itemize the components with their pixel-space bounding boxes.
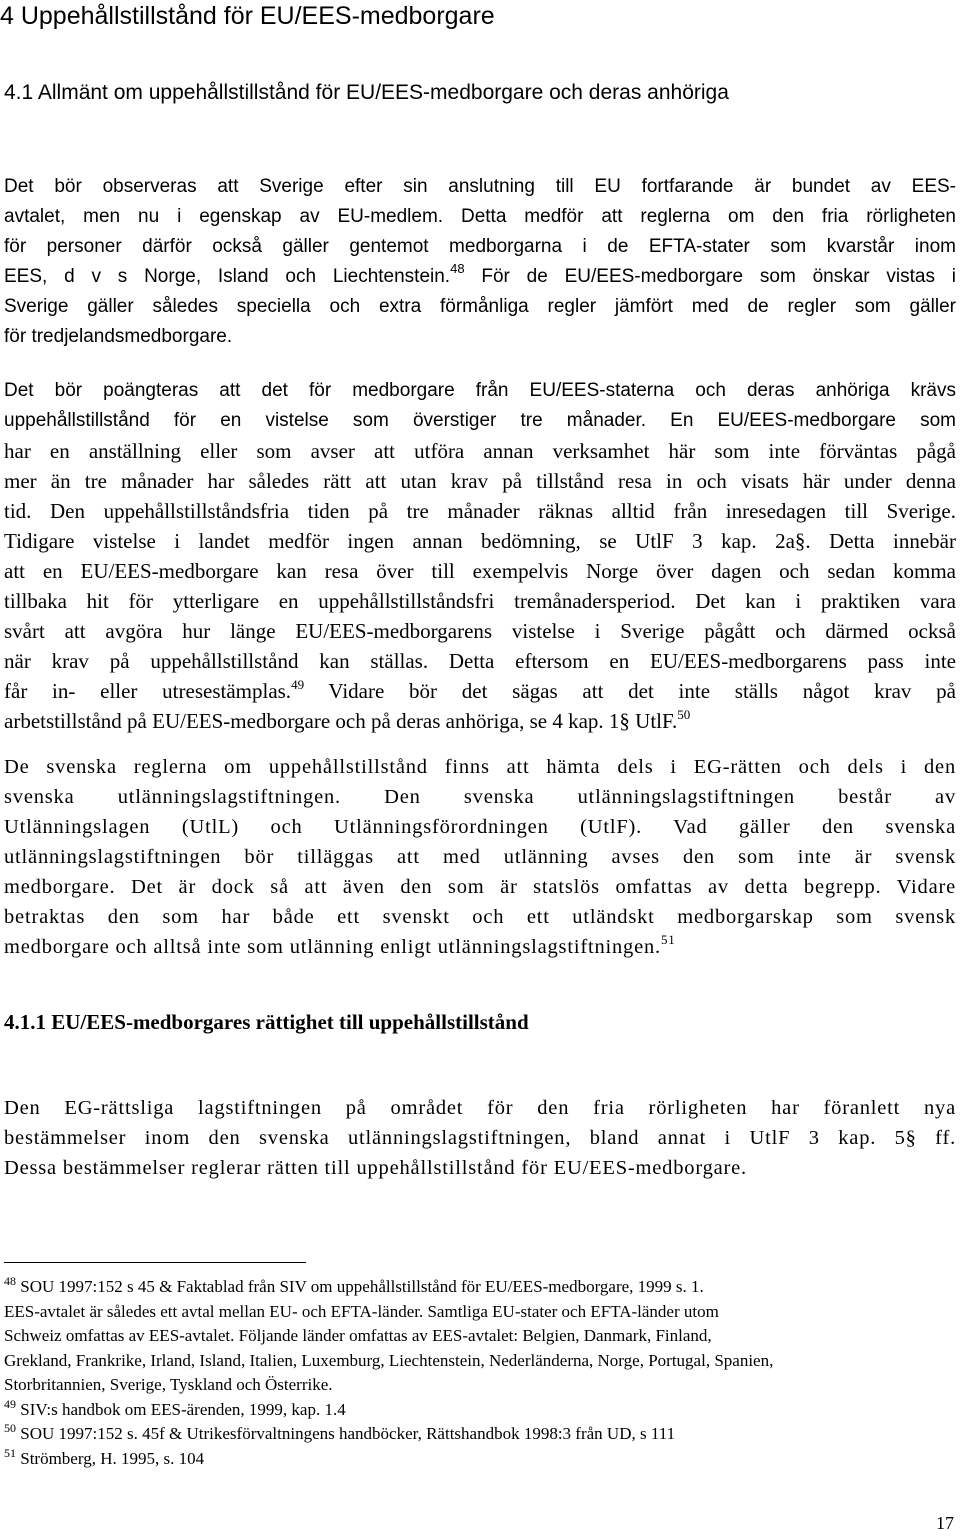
footnote-ref-50[interactable]: 50: [677, 707, 691, 722]
text-fragment: EES, d v s Norge, Island och Liechtenstein.: [4, 266, 451, 287]
footnote-text: Strömberg, H. 1995, s. 104: [16, 1448, 205, 1468]
text-fragment: får in- eller utresestämplas.: [4, 679, 292, 703]
footnote-line: EES-avtalet är således ett avtal mellan EU- och EFTA-länder. Samtliga EU-stater och EFTA-länder utom: [4, 1301, 719, 1321]
text-line: [4, 406, 956, 436]
footnote-separator: [4, 1262, 306, 1263]
text-line: mer än tre månader har således rätt att utan krav på tillstånd resa in och visats här under denna: [4, 469, 956, 493]
footnote-49: [4, 1398, 956, 1423]
footnote-line: Schweiz omfattas av EES-avtalet. Följande länder omfattas av EES-avtalet: Belgien, Danmark, Finland,: [4, 1326, 712, 1345]
text-line: Dessa bestämmelser reglerar rätten till uppehållstillstånd för EU/EES-medborgare.: [4, 1157, 747, 1179]
footnote-number: 51: [4, 1445, 16, 1460]
text-line: De svenska reglerna om uppehållstillstånd finns att hämta dels i EG-rätten och dels i den: [4, 756, 956, 778]
text-line: svenska utlänningslagstiftningen. Den svenska utlänningslagstiftningen består av: [4, 786, 956, 808]
paragraph-1: [4, 172, 956, 352]
text-line: Den EG-rättsliga lagstiftningen på området för den fria rörligheten har föranlett nya: [4, 1097, 956, 1119]
footnote-number: 48: [4, 1274, 16, 1288]
section-heading: 4.1 Allmänt om uppehållstillstånd för EU/EES-medborgare och deras anhöriga: [4, 81, 729, 104]
text-line: Det bör poängteras att det för medborgare från EU/EES-staterna och deras anhöriga krävs: [4, 380, 956, 401]
text-line: [4, 676, 956, 706]
paragraph-2: [4, 376, 956, 736]
page-number: 17: [936, 1513, 954, 1533]
text-line: att en EU/EES-medborgare kan resa över till exempelvis Norge över dagen och sedan komma: [4, 559, 956, 583]
text-line: Tidigare vistelse i landet medför ingen annan bedömning, se UtlF 3 kap. 2a§. Detta innebär: [4, 529, 956, 553]
footnote-ref-48[interactable]: 48: [450, 261, 465, 276]
text-line: har en anställning eller som avser att utföra annan verksamhet här som inte förväntas pågå: [4, 439, 956, 463]
text-line: betraktas den som har både ett svenskt och ett utländskt medborgarskap som svensk: [4, 906, 956, 928]
text-line: [4, 932, 956, 962]
text-line: tid. Den uppehållstillståndsfria tiden på tre månader räknas alltid från inresedagen till Sverige.: [4, 499, 956, 523]
text-line: Sverige gäller således speciella och extra förmånliga regler jämfört med de regler som gäller: [4, 296, 956, 317]
footnote-text: SOU 1997:152 s 45 & Faktablad från SIV om uppehållstillstånd för EU/EES-medborgare, 1999 s. 1.: [16, 1277, 704, 1296]
footnote-line: Storbritannien, Sverige, Tyskland och Österrike.: [4, 1375, 333, 1394]
footnote-number: 49: [4, 1396, 16, 1411]
footnote-text: SIV:s handbok om EES-ärenden, 1999, kap. 1.4: [16, 1399, 346, 1419]
subsection-heading: 4.1.1 EU/EES-medborgares rättighet till uppehållstillstånd: [4, 1010, 529, 1034]
text-fragment: medborgare och alltså inte som utlänning enligt utlänningslagstiftningen.: [4, 936, 661, 958]
text-line: avtalet, men nu i egenskap av EU-medlem. Detta medför att reglerna om den fria rörligheten: [4, 206, 956, 227]
footnote-ref-51[interactable]: 51: [660, 932, 676, 947]
footnote-50: [4, 1422, 956, 1447]
text-fragment: arbetstillstånd på EU/EES-medborgare och på deras anhöriga, se 4 kap. 1§ UtlF.: [4, 709, 678, 733]
footnote-ref-49[interactable]: 49: [291, 677, 305, 692]
text-fragment: Vidare bör det sägas att det inte ställs något krav på: [304, 679, 956, 703]
paragraph-3: [4, 752, 956, 962]
text-line: [4, 706, 956, 736]
text-line: svårt att avgöra hur länge EU/EES-medborgarens vistelse i Sverige pågått och därmed också: [4, 619, 956, 643]
paragraph-4: [4, 1093, 956, 1183]
footnote-51: [4, 1447, 956, 1472]
text-fragment: uppehållstillstånd för en vistelse som överstiger tre månader. En EU/EES-medborgare som: [4, 410, 956, 431]
text-line: för personer därför också gäller gentemot medborgarna i de EFTA-stater som kvarstår inom: [4, 236, 956, 257]
text-line: medborgare. Det är dock så att även den som är statslös omfattas av detta begrepp. Vidare: [4, 876, 956, 898]
text-line: tillbaka hit för ytterligare en uppehållstillståndsfri tremånadersperiod. Det kan i praktiken vara: [4, 589, 956, 613]
text-line: utlänningslagstiftningen bör tilläggas att med utlänning avses den som inte är svensk: [4, 846, 956, 868]
footnote-line: Grekland, Frankrike, Irland, Island, Italien, Luxemburg, Liechtenstein, Nederländerna, Norge, Portugal, Spanien,: [4, 1350, 774, 1370]
footnote-48: [4, 1275, 956, 1300]
text-line: för tredjelandsmedborgare.: [4, 326, 233, 347]
text-fragment: För de EU/EES-medborgare som önskar vistas i: [464, 266, 956, 287]
text-line: Det bör observeras att Sverige efter sin anslutning till EU fortfarande är bundet av EES-: [4, 176, 956, 197]
text-line: [4, 262, 956, 292]
text-line: bestämmelser inom den svenska utlänningslagstiftningen, bland annat i UtlF 3 kap. 5§ ff.: [4, 1127, 956, 1149]
footnote-text: SOU 1997:152 s. 45f & Utrikesförvaltningens handböcker, Rättshandbok 1998:3 från UD, s 111: [16, 1424, 676, 1443]
chapter-heading: 4 Uppehållstillstånd för EU/EES-medborgare: [0, 2, 495, 30]
text-line: Utlänningslagen (UtlL) och Utlänningsförordningen (UtlF). Vad gäller den svenska: [4, 816, 956, 838]
footnotes: [4, 1275, 956, 1471]
text-line: när krav på uppehållstillstånd kan ställas. Detta eftersom en EU/EES-medborgarens pass inte: [4, 649, 956, 673]
footnote-number: 50: [4, 1421, 16, 1435]
